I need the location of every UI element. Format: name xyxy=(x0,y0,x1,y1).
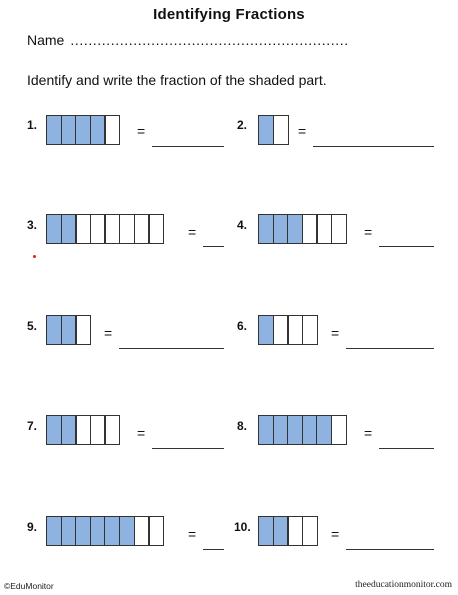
shaded-part xyxy=(302,415,318,445)
problem-label: 10. xyxy=(234,520,251,534)
unshaded-part xyxy=(134,516,150,546)
equals-sign: = xyxy=(364,425,373,441)
shaded-part xyxy=(287,415,303,445)
shaded-part xyxy=(61,115,77,145)
answer-line[interactable] xyxy=(203,246,224,247)
unshaded-part xyxy=(316,214,332,244)
unshaded-part xyxy=(134,214,150,244)
problem-label: 8. xyxy=(237,419,248,433)
shaded-part xyxy=(273,415,289,445)
unshaded-part xyxy=(75,315,91,345)
equals-sign: = xyxy=(331,526,340,542)
answer-line[interactable] xyxy=(203,549,224,550)
unshaded-part xyxy=(287,315,303,345)
shaded-part xyxy=(90,516,106,546)
equals-sign: = xyxy=(364,224,373,240)
red-dot-mark xyxy=(33,255,36,258)
shaded-part xyxy=(273,516,289,546)
shaded-part xyxy=(258,115,274,145)
unshaded-part xyxy=(302,516,318,546)
unshaded-part xyxy=(273,315,289,345)
shaded-part xyxy=(46,214,62,244)
unshaded-part xyxy=(331,214,347,244)
problem-label: 4. xyxy=(237,218,248,232)
copyright-text: ©EduMonitor xyxy=(4,581,54,591)
fraction-bar xyxy=(46,115,120,145)
fraction-bar xyxy=(46,214,164,244)
shaded-part xyxy=(90,115,106,145)
problem-label: 3. xyxy=(27,218,38,232)
problem-label: 6. xyxy=(237,319,248,333)
unshaded-part xyxy=(302,315,318,345)
fraction-bar xyxy=(258,315,318,345)
shaded-part xyxy=(61,516,77,546)
shaded-part xyxy=(61,214,77,244)
unshaded-part xyxy=(302,214,318,244)
problem-label: 2. xyxy=(237,118,248,132)
shaded-part xyxy=(46,415,62,445)
answer-line[interactable] xyxy=(346,348,434,349)
fraction-bar xyxy=(258,516,318,546)
name-label: Name xyxy=(27,32,65,48)
fraction-bar xyxy=(46,516,164,546)
unshaded-part xyxy=(148,214,164,244)
unshaded-part xyxy=(75,415,91,445)
shaded-part xyxy=(61,415,77,445)
unshaded-part xyxy=(75,214,91,244)
shaded-part xyxy=(258,315,274,345)
problem-label: 1. xyxy=(27,118,38,132)
shaded-part xyxy=(46,115,62,145)
unshaded-part xyxy=(90,214,106,244)
problem-label: 7. xyxy=(27,419,38,433)
shaded-part xyxy=(104,516,120,546)
shaded-part xyxy=(258,214,274,244)
answer-line[interactable] xyxy=(379,246,434,247)
website-text: theeducationmonitor.com xyxy=(355,580,452,590)
unshaded-part xyxy=(90,415,106,445)
instruction-text: Identify and write the fraction of the shaded part. xyxy=(27,72,327,88)
problem-label: 9. xyxy=(27,520,38,534)
shaded-part xyxy=(46,315,62,345)
shaded-part xyxy=(287,214,303,244)
equals-sign: = xyxy=(298,123,307,139)
answer-line[interactable] xyxy=(313,146,434,147)
problem-label: 5. xyxy=(27,319,38,333)
unshaded-part xyxy=(148,516,164,546)
answer-line[interactable] xyxy=(152,146,224,147)
answer-line[interactable] xyxy=(346,549,434,550)
equals-sign: = xyxy=(188,224,197,240)
shaded-part xyxy=(258,415,274,445)
equals-sign: = xyxy=(137,425,146,441)
fraction-bar xyxy=(46,415,120,445)
answer-line[interactable] xyxy=(152,448,224,449)
equals-sign: = xyxy=(104,325,113,341)
worksheet-title: Identifying Fractions xyxy=(153,6,305,23)
equals-sign: = xyxy=(137,123,146,139)
name-field xyxy=(27,32,349,48)
shaded-part xyxy=(316,415,332,445)
fraction-bar xyxy=(258,214,347,244)
unshaded-part xyxy=(287,516,303,546)
equals-sign: = xyxy=(331,325,340,341)
shaded-part xyxy=(61,315,77,345)
unshaded-part xyxy=(273,115,289,145)
fraction-bar xyxy=(46,315,91,345)
answer-line[interactable] xyxy=(379,448,434,449)
fraction-bar xyxy=(258,115,289,145)
shaded-part xyxy=(46,516,62,546)
name-dotted-line: .............................................................. xyxy=(70,32,349,48)
shaded-part xyxy=(75,115,91,145)
answer-line[interactable] xyxy=(119,348,224,349)
shaded-part xyxy=(273,214,289,244)
unshaded-part xyxy=(104,415,120,445)
shaded-part xyxy=(119,516,135,546)
unshaded-part xyxy=(119,214,135,244)
shaded-part xyxy=(258,516,274,546)
equals-sign: = xyxy=(188,526,197,542)
unshaded-part xyxy=(104,115,120,145)
shaded-part xyxy=(75,516,91,546)
fraction-bar xyxy=(258,415,347,445)
unshaded-part xyxy=(104,214,120,244)
unshaded-part xyxy=(331,415,347,445)
